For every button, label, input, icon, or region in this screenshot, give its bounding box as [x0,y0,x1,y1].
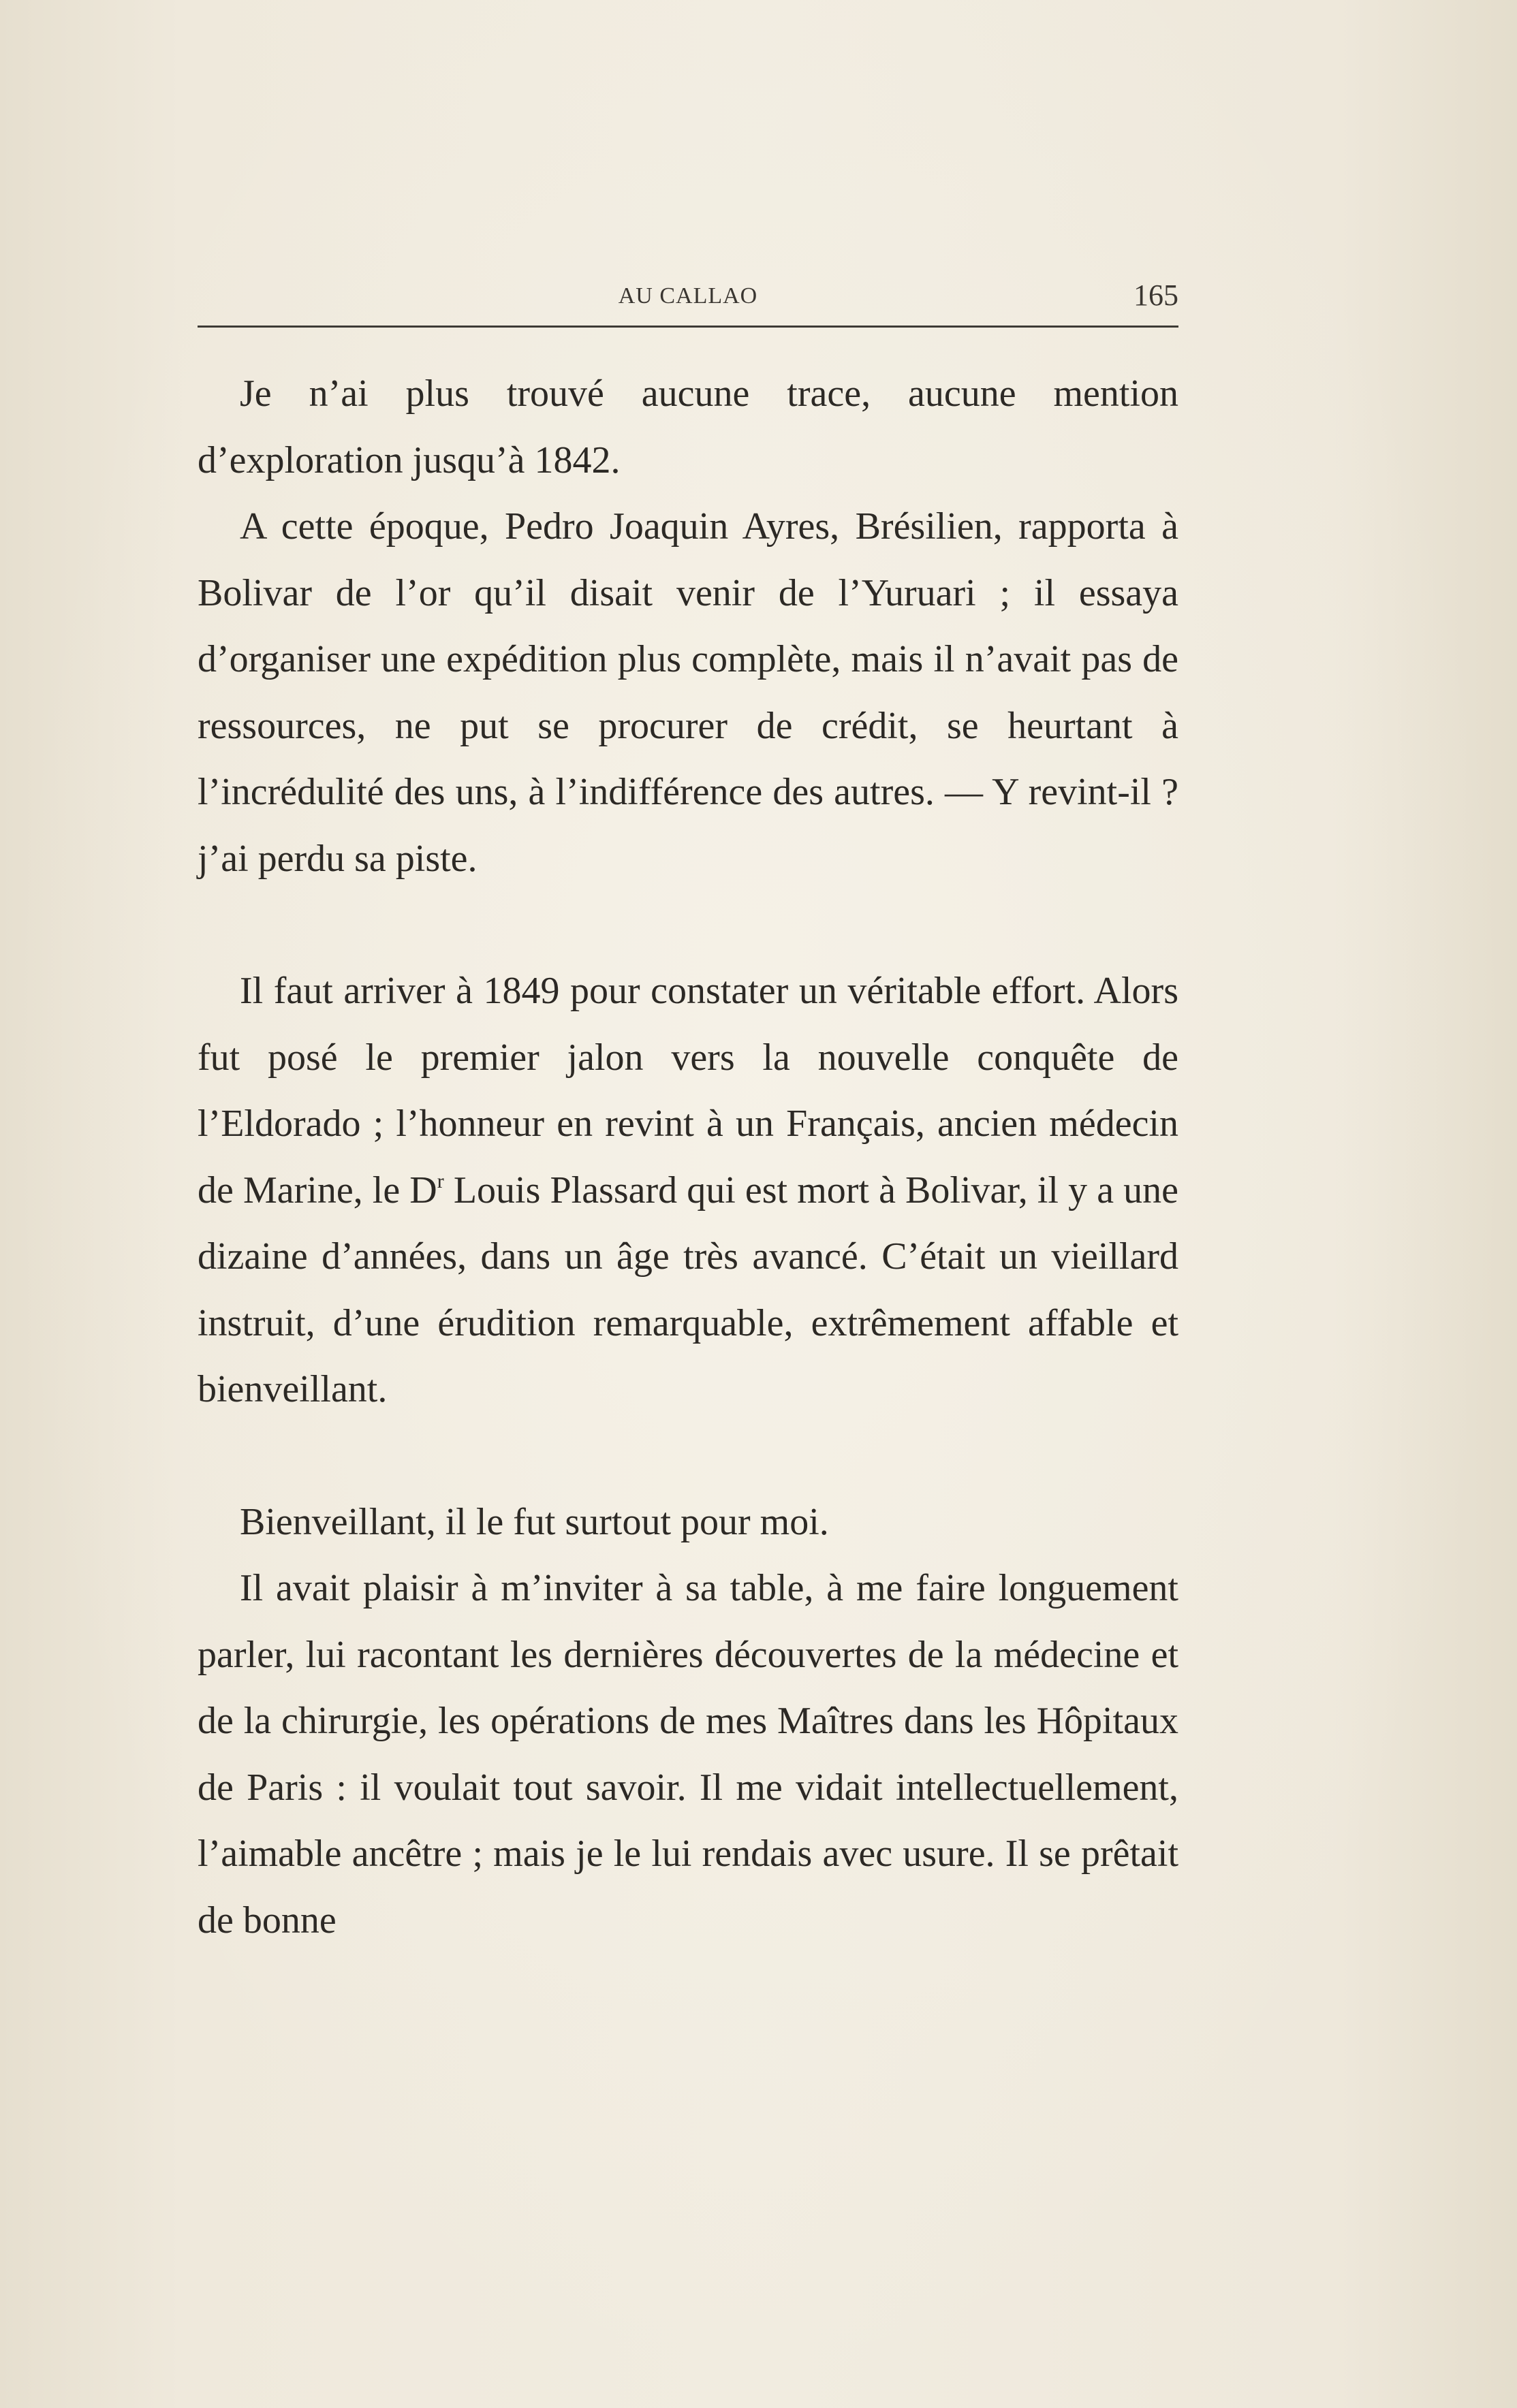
paragraph-3-part-1: Il faut arriver à 1849 pour constater un véritable effort. Alors fut posé le premier jalon vers la nouvelle conquête de l’Eldorado ; l’honneur en revint à un Français, ancien médecin de Marine, le D [198,970,1178,1211]
header-rule [198,326,1178,328]
page-number: 165 [1133,279,1178,312]
doctor-abbreviation-superscript: r [437,1169,444,1192]
paragraph-4: Bienveillant, il le fut surtout pour moi. [240,1500,829,1543]
paragraph-2: A cette époque, Pedro Joaquin Ayres, Brésilien, rapporta à Bolivar de l’or qu’il disait venir de l’Yuruari ; il essaya d’organiser une expédition plus complète, mais il n’avait pas de ressources, ne put se procurer de crédit, se heurtant à l’incrédulité des uns, à l’indifférence des autres. — Y revint-il ? j’ai perdu sa piste. [198,505,1178,880]
body-text [198,361,1178,1954]
paragraph-3 [198,958,1178,1423]
paragraph-5: Il avait plaisir à m’inviter à sa table, à me faire longuement parler, lui racontant les dernières découvertes de la médecine et de la chirurgie, les opérations de mes Maîtres dans les Hôpitaux de Paris : il voulait tout savoir. Il me vidait intellectuellement, l’aimable ancêtre ; mais je le lui rendais avec usure. Il se prêtait de bonne [198,1567,1178,1942]
paragraph-1: Je n’ai plus trouvé aucune trace, aucune mention d’exploration jusqu’à 1842. [198,373,1178,481]
running-head: AU CALLAO [618,283,758,308]
page-header [198,278,1178,319]
paragraph-3-part-2: Louis Plassard qui est mort à Bolivar, il y a une dizaine d’années, dans un âge très avancé. C’était un vieillard instruit, d’une érudition remarquable, extrêmement affable et bienveillant. [198,1169,1179,1410]
